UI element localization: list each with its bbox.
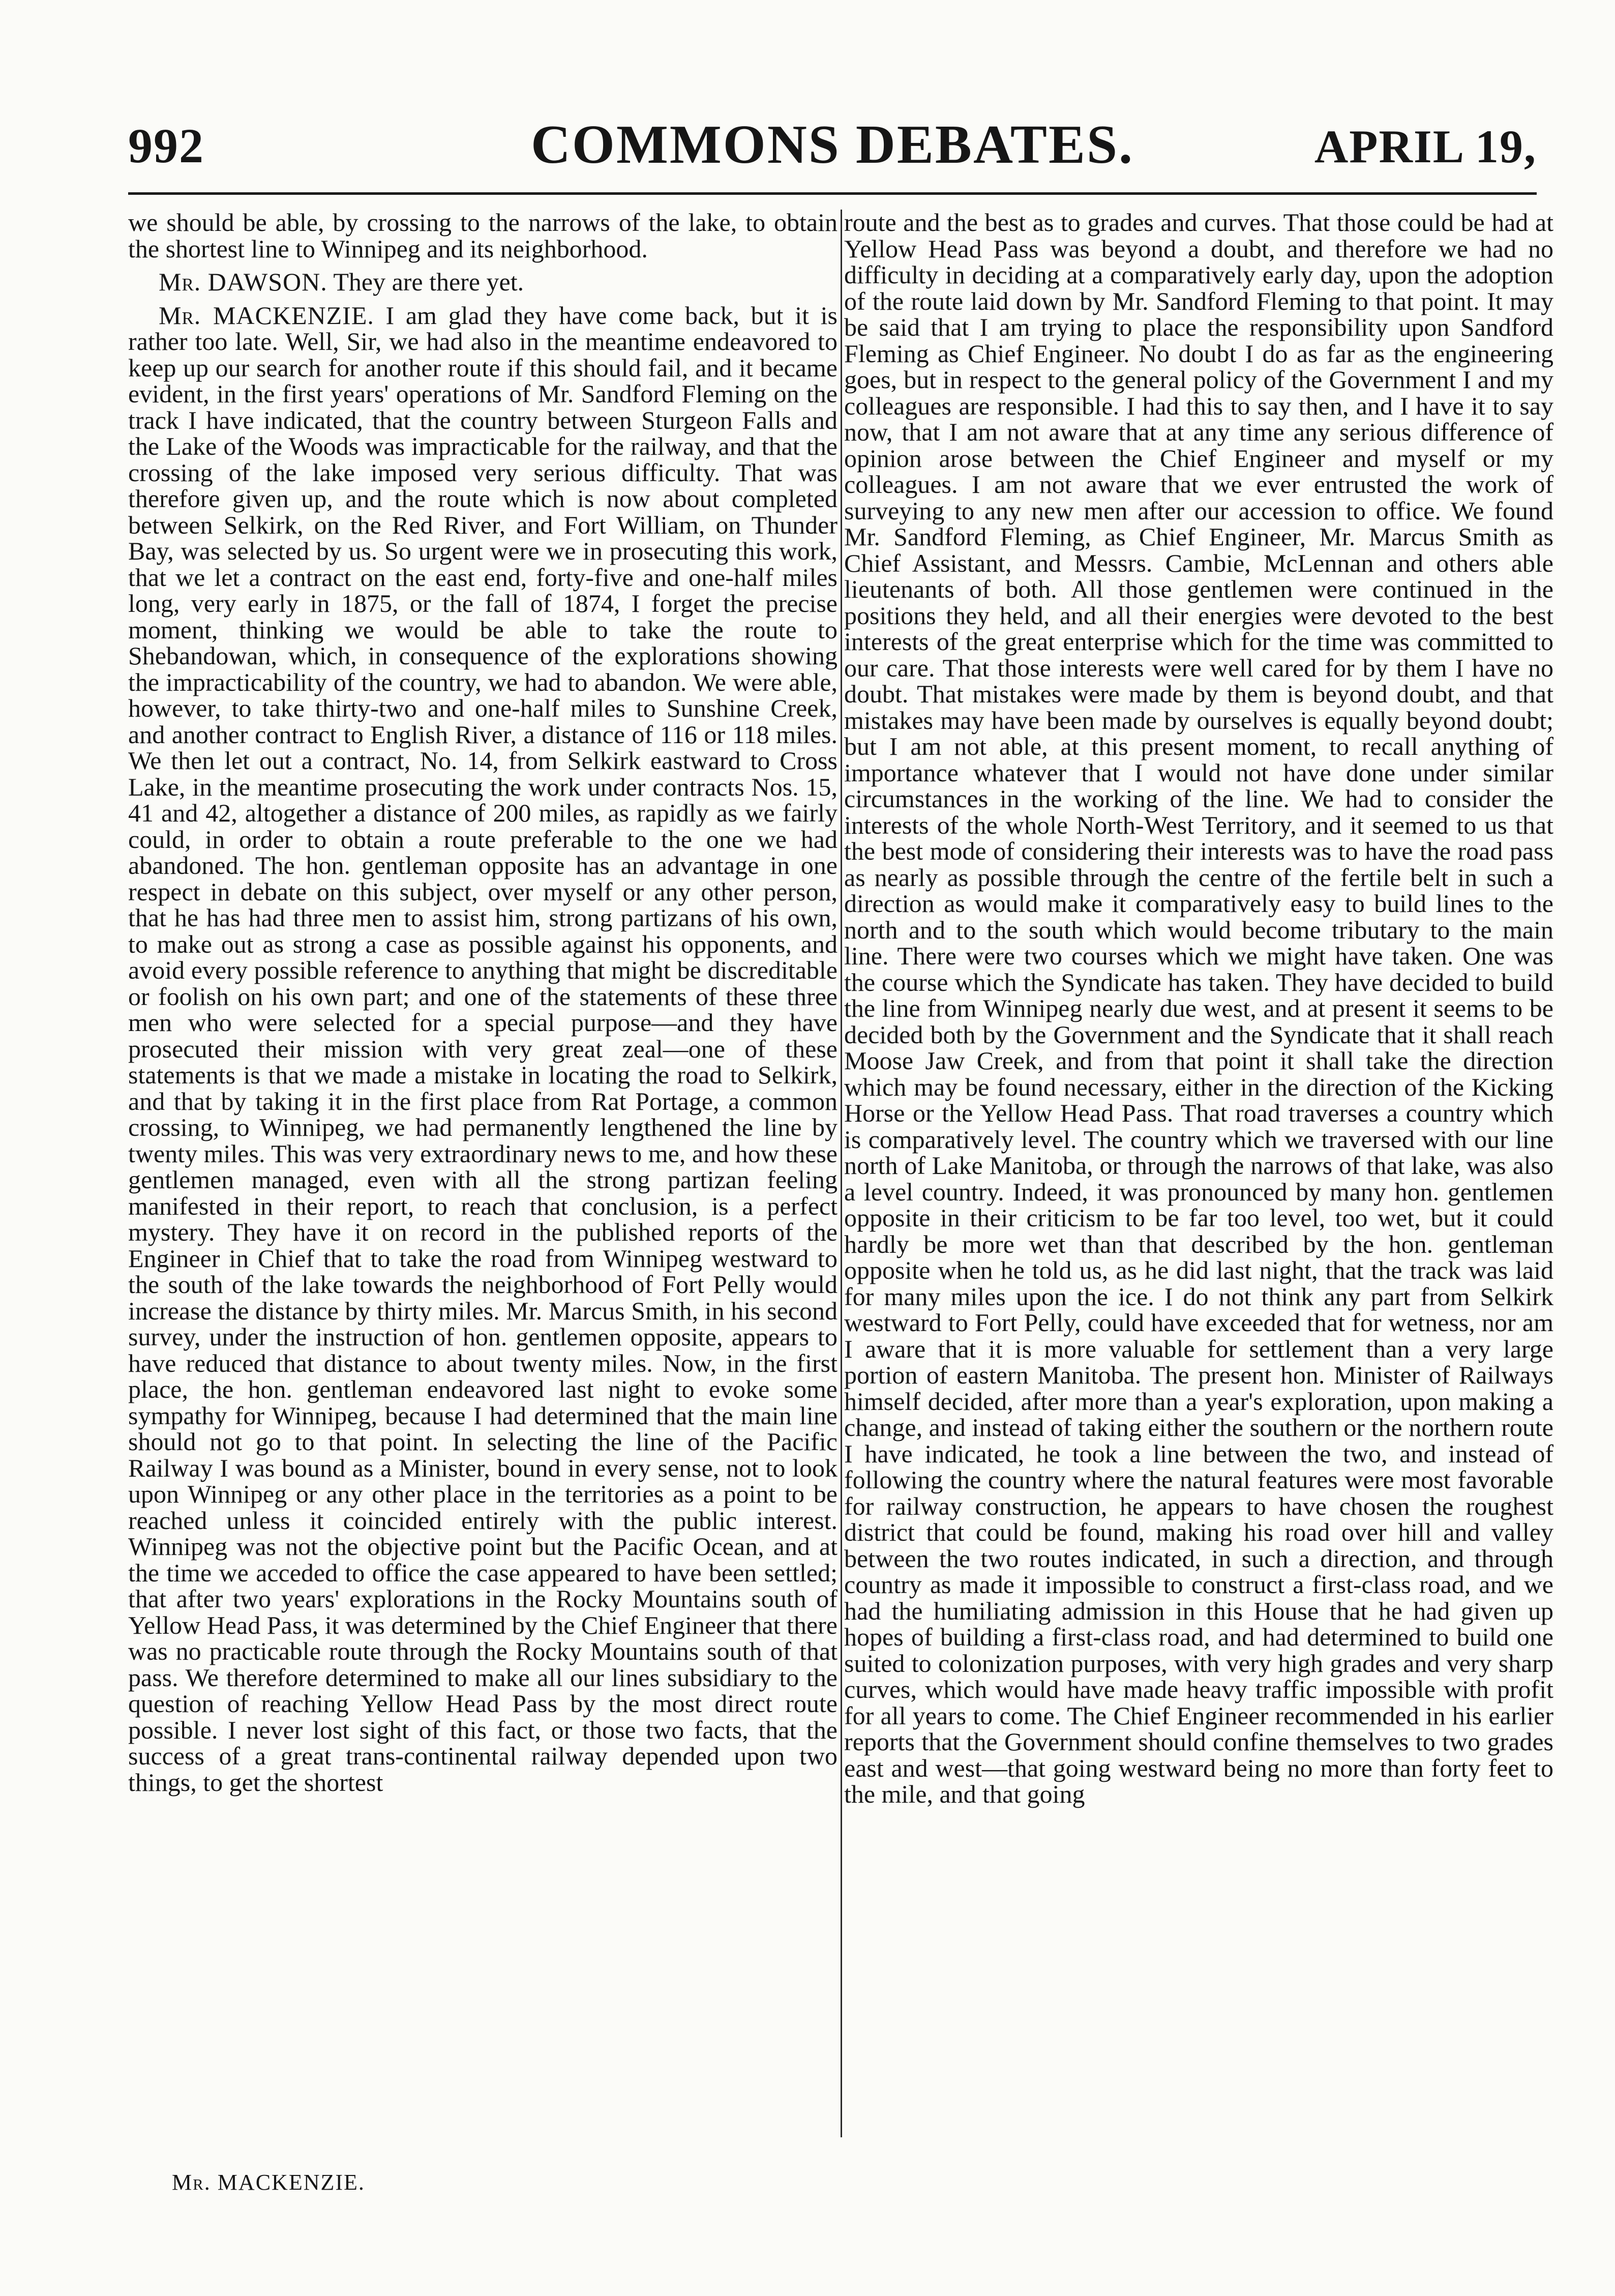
speech-paragraph (128, 269, 838, 296)
left-column (128, 210, 838, 2163)
column-divider (841, 210, 842, 2137)
right-column (844, 210, 1553, 2163)
continued-paragraph (128, 210, 838, 262)
header-rule (128, 192, 1537, 195)
speaker-name: Mr. DAWSON. (159, 268, 327, 296)
paragraph-text: I am glad they have come back, but it is rather too late. Well, Sir, we had also in the meantime endeavored to keep up our search for another route if this should fail, and it became evident, in the first years' operations of Mr. Sandford Fleming on the track I have indicated, that the country between Sturgeon Falls and the Lake of the Woods was impracticable for the railway, and that the crossing of the lake imposed very serious difficulty. That was therefore given up, and the route which is now about completed between Selkirk, on the Red River, and Fort William, on Thunder Bay, was selected by us. So urgent were we in prosecuting this work, that we let a contract on the east end, forty-five and one-half miles long, very early in 1875, or the fall of 1874, I forget the precise moment, thinking we would be able to take the route to Shebandowan, which, in consequence of the explorations showing the impracticability of the country, we had to abandon. We were able, however, to take thirty-two and one-half miles to Sunshine Creek, and another contract to English River, a distance of 116 or 118 miles. We then let out a contract, No. 14, from Selkirk eastward to Cross Lake, in the meantime prosecuting the work under contracts Nos. 15, 41 and 42, altogether a distance of 200 miles, as rapidly as we fairly could, in order to obtain a route preferable to the one we had abandoned. The hon. gentleman opposite has an advantage in one respect in debate on this subject, over myself or any other person, that he has had three men to assist him, strong partizans of his own, to make out as strong a case as possible against his opponents, and avoid every possible reference to anything that might be discreditable or foolish on his own part; and one of the statements of these three men who were selected for a special purpose—and they have prosecuted their mission with very great zeal—one of these statements is that we made a mistake in locating the road to Selkirk, and that by taking it in the first place from Rat Portage, a common crossing, to Winnipeg, we had permanently lengthened the line by twenty miles. This was very extraordinary news to me, and how these gentlemen managed, even with all the strong partizan feeling manifested in their report, to reach that conclusion, is a perfect mystery. They have it on record in the published reports of the Engineer in Chief that to take the road from Winnipeg westward to the south of the lake towards the neighborhood of Fort Pelly would increase the distance by thirty miles. Mr. Marcus Smith, in his second survey, under the instruction of hon. gentlemen opposite, appears to have reduced that distance to about twenty miles. Now, in the first place, the hon. gentleman endeavored last night to evoke some sympathy for Winnipeg, because I had determined that the main line should not go to that point. In selecting the line of the Pacific Railway I was bound as a Minister, bound in every sense, not to look upon Winnipeg or any other place in the territories as a point to be reached unless it coincided entirely with the public interest. Winnipeg was not the objective point but the Pacific Ocean, and at the time we acceded to office the case appeared to have been settled; that after two years' explorations in the Rocky Mountains south of Yellow Head Pass, it was determined by the Chief Engineer that there was no practicable route through the Rocky Mountains south of that pass. We therefore determined to make all our lines subsidiary to the question of reaching Yellow Head Pass by the most direct route possible. I never lost sight of this fact, or those two facts, that the success of a great trans-continental railway depended upon two things, to get the shortest (128, 301, 838, 1797)
running-title: COMMONS DEBATES. (530, 114, 1134, 175)
continued-paragraph (844, 210, 1553, 1808)
header-date: APRIL 19, (1314, 121, 1537, 172)
page-number: 992 (128, 119, 204, 173)
speaker-name: Mr. MACKENZIE. (159, 301, 374, 330)
footer-speaker: Mr. MACKENZIE. (172, 2170, 365, 2195)
paragraph-text: we should be able, by crossing to the narrows of the lake, to obtain the shortest line to Winnipeg and its neighborhood. (128, 210, 838, 263)
speech-paragraph (128, 303, 838, 1796)
paragraph-text: route and the best as to grades and curves. That those could be had at Yellow Head Pass was beyond a doubt, and therefore we had no difficulty in deciding at a comparatively early day, upon the adoption of the route laid down by Mr. Sandford Fleming to that point. It may be said that I am trying to place the responsibility upon Sandford Fleming as Chief Engineer. No doubt I do as far as the engineering goes, but in respect to the general policy of the Government I and my colleagues are responsible. I had this to say then, and I have it to say now, that I am not aware that at any time any serious difference of opinion arose between the Chief Engineer and myself or my colleagues. I am not aware that we ever entrusted the work of surveying to any new men after our accession to office. We found Mr. Sandford Fleming, as Chief Engineer, Mr. Marcus Smith as Chief Assistant, and Messrs. Cambie, McLennan and others able lieutenants of both. All those gentlemen were continued in the positions they held, and all their energies were devoted to the best interests of the great enterprise which for the time was committed to our care. That those interests were well cared for by them I have no doubt. That mistakes were made by them is beyond doubt, and that mistakes may have been made by ourselves is equally beyond doubt; but I am not able, at this present moment, to recall anything of importance whatever that I would not have done under similar circumstances in the working of the line. We had to consider the interests of the whole North-West Territory, and it seemed to us that the best mode of considering their interests was to have the road pass as nearly as possible through the centre of the fertile belt in such a direction as would make it comparatively easy to build lines to the north and to the south which would become tributary to the main line. There were two courses which we might have taken. One was the course which the Syndicate has taken. They have decided to build the line from Winnipeg nearly due west, and at present it seems to be decided both by the Government and the Syndicate that it shall reach Moose Jaw Creek, and from that point it shall take the direction which may be found necessary, either in the direction of the Kicking Horse or the Yellow Head Pass. That road traverses a country which is comparatively level. The country which we traversed with our line north of Lake Manitoba, or through the narrows of that lake, was also a level country. Indeed, it was pronounced by many hon. gentlemen opposite in their criticism to be far too level, too wet, but it could hardly be more wet than that described by the hon. gentleman opposite when he told us, as he did last night, that the track was laid for many miles upon the ice. I do not think any part from Selkirk westward to Fort Pelly, could have exceeded that for wetness, nor am I aware that it is more valuable for settlement than a very large portion of eastern Manitoba. The present hon. Minister of Railways himself decided, after more than a year's exploration, upon making a change, and instead of taking either the southern or the northern route I have indicated, he took a line between the two, and instead of following the country where the natural features were most favorable for railway construction, he appears to have chosen the roughest district that could be found, making his road over hill and valley between the two routes indicated, in such a direction, and through country as made it impossible to construct a first-class road, and we had the humiliating admission in this House that he had given up hopes of building a first-class road, and had determined to build one suited to colonization purposes, with very high grades and very sharp curves, which would have made heavy traffic impossible with profit for all years to come. The Chief Engineer recommended in his earlier reports that the Government should confine themselves to two grades east and west—that going westward being no more than forty feet to the mile, and that going (844, 210, 1553, 1808)
running-header (128, 104, 1537, 181)
paragraph-text: They are there yet. (327, 268, 524, 296)
